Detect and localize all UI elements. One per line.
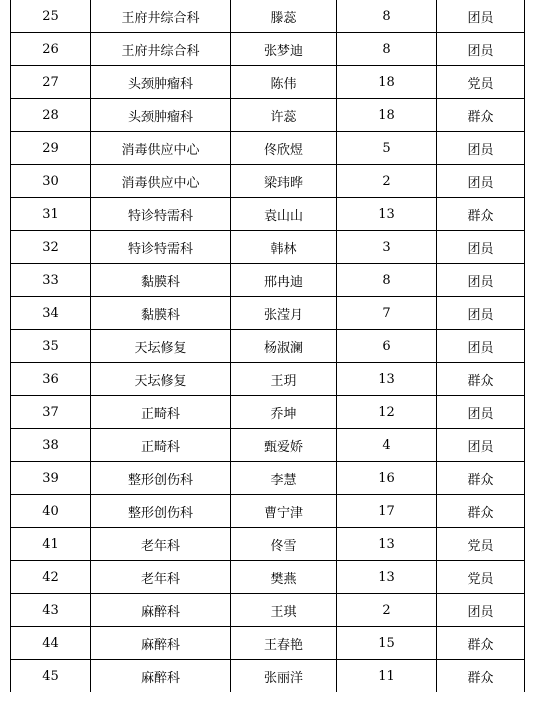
years-cell: 13 [337, 561, 437, 594]
department-cell: 王府井综合科 [91, 0, 231, 33]
political-status-cell: 群众 [437, 627, 525, 660]
years-cell: 17 [337, 495, 437, 528]
years-cell: 4 [337, 429, 437, 462]
political-status-cell: 群众 [437, 363, 525, 396]
political-status-cell: 团员 [437, 0, 525, 33]
political-status-cell: 团员 [437, 165, 525, 198]
years-cell: 16 [337, 462, 437, 495]
table-row [11, 627, 525, 660]
table-row [11, 66, 525, 99]
person-name-cell: 王玥 [231, 363, 337, 396]
table-row [11, 660, 525, 693]
years-cell: 5 [337, 132, 437, 165]
years-cell: 7 [337, 297, 437, 330]
department-cell: 特诊特需科 [91, 231, 231, 264]
row-number-cell: 25 [11, 0, 91, 33]
years-cell: 8 [337, 0, 437, 33]
years-cell: 2 [337, 594, 437, 627]
person-name-cell: 张梦迪 [231, 33, 337, 66]
department-cell: 头颈肿瘤科 [91, 66, 231, 99]
years-cell: 15 [337, 627, 437, 660]
department-cell: 麻醉科 [91, 627, 231, 660]
person-name-cell: 邢冉迪 [231, 264, 337, 297]
years-cell: 3 [337, 231, 437, 264]
political-status-cell: 党员 [437, 66, 525, 99]
department-cell: 头颈肿瘤科 [91, 99, 231, 132]
row-number-cell: 30 [11, 165, 91, 198]
political-status-cell: 团员 [437, 231, 525, 264]
department-cell: 麻醉科 [91, 594, 231, 627]
table-row [11, 495, 525, 528]
years-cell: 6 [337, 330, 437, 363]
political-status-cell: 团员 [437, 297, 525, 330]
row-number-cell: 38 [11, 429, 91, 462]
person-name-cell: 樊燕 [231, 561, 337, 594]
department-cell: 整形创伤科 [91, 495, 231, 528]
political-status-cell: 团员 [437, 132, 525, 165]
political-status-cell: 团员 [437, 33, 525, 66]
department-cell: 正畸科 [91, 429, 231, 462]
person-name-cell: 王琪 [231, 594, 337, 627]
years-cell: 11 [337, 660, 437, 693]
years-cell: 13 [337, 198, 437, 231]
table-row [11, 264, 525, 297]
person-name-cell: 杨淑澜 [231, 330, 337, 363]
years-cell: 18 [337, 99, 437, 132]
political-status-cell: 党员 [437, 561, 525, 594]
years-cell: 13 [337, 528, 437, 561]
political-status-cell: 群众 [437, 495, 525, 528]
table-row [11, 528, 525, 561]
table-row [11, 0, 525, 33]
department-cell: 消毒供应中心 [91, 165, 231, 198]
table-row [11, 132, 525, 165]
person-name-cell: 张滢月 [231, 297, 337, 330]
person-name-cell: 王春艳 [231, 627, 337, 660]
person-name-cell: 梁玮晔 [231, 165, 337, 198]
department-cell: 老年科 [91, 528, 231, 561]
table-row [11, 231, 525, 264]
person-name-cell: 袁山山 [231, 198, 337, 231]
table-row [11, 561, 525, 594]
person-name-cell: 佟雪 [231, 528, 337, 561]
years-cell: 8 [337, 264, 437, 297]
years-cell: 13 [337, 363, 437, 396]
table-row [11, 99, 525, 132]
political-status-cell: 团员 [437, 264, 525, 297]
political-status-cell: 党员 [437, 528, 525, 561]
staff-table-body [11, 0, 525, 692]
political-status-cell: 群众 [437, 462, 525, 495]
department-cell: 天坛修复 [91, 363, 231, 396]
political-status-cell: 群众 [437, 99, 525, 132]
person-name-cell: 曹宁津 [231, 495, 337, 528]
row-number-cell: 31 [11, 198, 91, 231]
years-cell: 8 [337, 33, 437, 66]
years-cell: 2 [337, 165, 437, 198]
row-number-cell: 26 [11, 33, 91, 66]
row-number-cell: 32 [11, 231, 91, 264]
department-cell: 消毒供应中心 [91, 132, 231, 165]
department-cell: 黏膜科 [91, 264, 231, 297]
years-cell: 12 [337, 396, 437, 429]
political-status-cell: 群众 [437, 660, 525, 693]
table-row [11, 330, 525, 363]
row-number-cell: 40 [11, 495, 91, 528]
department-cell: 特诊特需科 [91, 198, 231, 231]
person-name-cell: 张丽洋 [231, 660, 337, 693]
person-name-cell: 佟欣煜 [231, 132, 337, 165]
row-number-cell: 39 [11, 462, 91, 495]
person-name-cell: 李慧 [231, 462, 337, 495]
table-row [11, 363, 525, 396]
person-name-cell: 许蕊 [231, 99, 337, 132]
row-number-cell: 35 [11, 330, 91, 363]
row-number-cell: 28 [11, 99, 91, 132]
department-cell: 整形创伤科 [91, 462, 231, 495]
department-cell: 黏膜科 [91, 297, 231, 330]
department-cell: 麻醉科 [91, 660, 231, 693]
row-number-cell: 33 [11, 264, 91, 297]
row-number-cell: 29 [11, 132, 91, 165]
person-name-cell: 滕蕊 [231, 0, 337, 33]
row-number-cell: 36 [11, 363, 91, 396]
table-row [11, 462, 525, 495]
row-number-cell: 37 [11, 396, 91, 429]
political-status-cell: 团员 [437, 330, 525, 363]
table-row [11, 297, 525, 330]
department-cell: 老年科 [91, 561, 231, 594]
row-number-cell: 42 [11, 561, 91, 594]
person-name-cell: 乔坤 [231, 396, 337, 429]
row-number-cell: 41 [11, 528, 91, 561]
row-number-cell: 27 [11, 66, 91, 99]
table-row [11, 429, 525, 462]
department-cell: 王府井综合科 [91, 33, 231, 66]
political-status-cell: 群众 [437, 198, 525, 231]
person-name-cell: 甄爱娇 [231, 429, 337, 462]
table-row [11, 198, 525, 231]
person-name-cell: 韩林 [231, 231, 337, 264]
row-number-cell: 34 [11, 297, 91, 330]
row-number-cell: 43 [11, 594, 91, 627]
person-name-cell: 陈伟 [231, 66, 337, 99]
table-row [11, 165, 525, 198]
table-row [11, 594, 525, 627]
political-status-cell: 团员 [437, 594, 525, 627]
staff-table [10, 0, 525, 692]
row-number-cell: 44 [11, 627, 91, 660]
department-cell: 正畸科 [91, 396, 231, 429]
political-status-cell: 团员 [437, 429, 525, 462]
political-status-cell: 团员 [437, 396, 525, 429]
department-cell: 天坛修复 [91, 330, 231, 363]
table-row [11, 396, 525, 429]
table-row [11, 33, 525, 66]
years-cell: 18 [337, 66, 437, 99]
row-number-cell: 45 [11, 660, 91, 693]
